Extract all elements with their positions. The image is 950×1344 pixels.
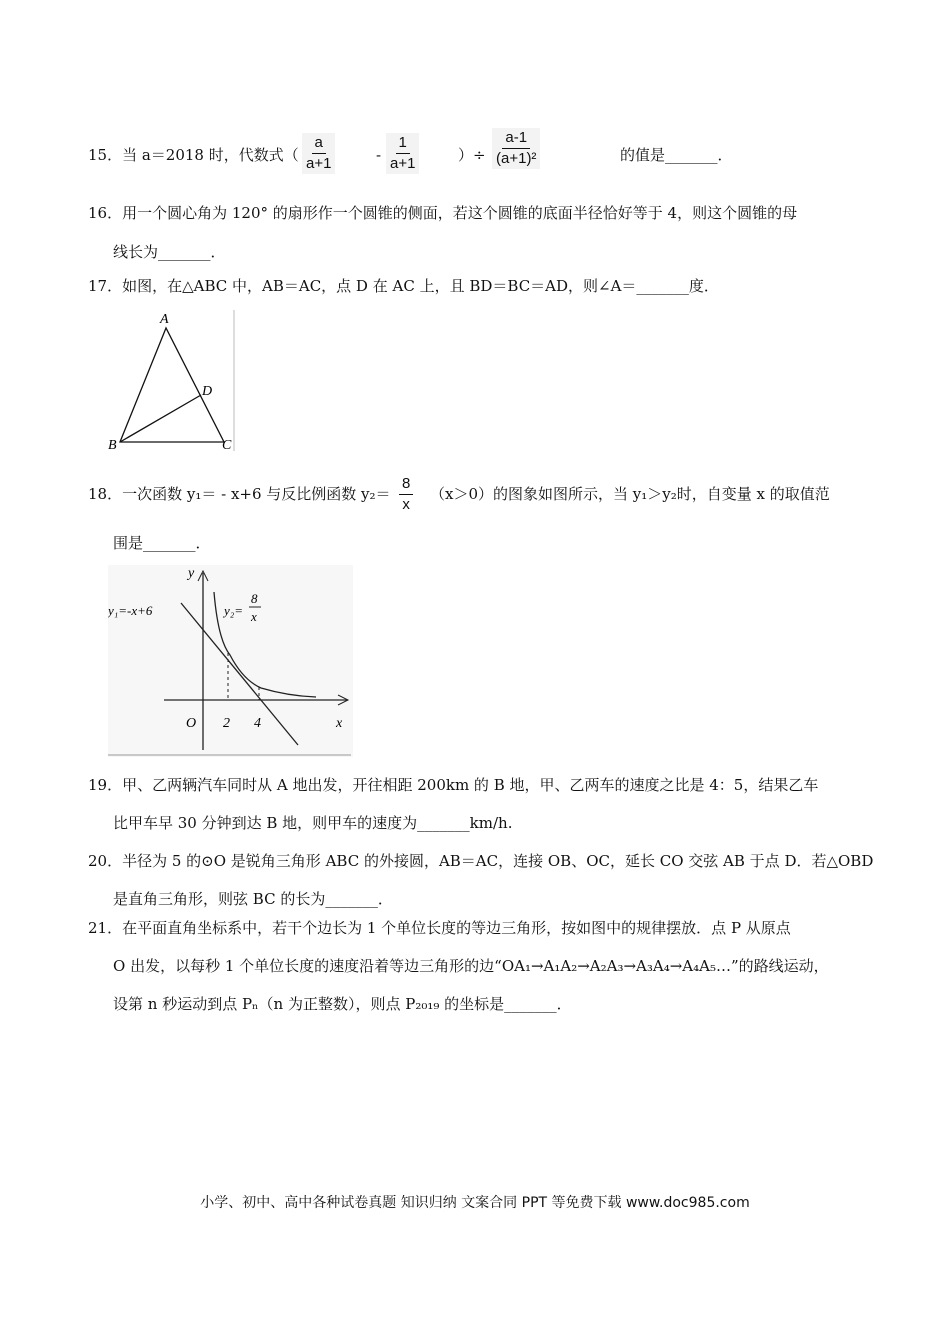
q21-line-1: 21．在平面直角坐标系中，若干个边长为 1 个单位长度的等边三角形，按如图中的规律摆放．点 P 从原点 xyxy=(88,919,791,937)
q17-line-1: 17．如图，在△ABC 中，AB＝AC，点 D 在 AC 上，且 BD＝BC＝AD，则∠A＝_______度． xyxy=(88,277,719,295)
tick-label-2: 2 xyxy=(223,716,230,731)
q18-fraction xyxy=(395,474,417,515)
q16-line-2: 线长为_______． xyxy=(113,243,226,261)
label-y2: y₂= xyxy=(224,603,244,618)
y-axis-label: y xyxy=(188,566,195,581)
footer-text: 小学、初中、高中各种试卷真题 知识归纳 文案合同 PPT 等免费下载 www.doc985.com xyxy=(200,1195,750,1211)
q18-suffix: （x＞0）的图象如图所示，当 y₁＞y₂时，自变量 x 的取值范 xyxy=(430,485,830,503)
q15-fraction-3 xyxy=(492,128,540,169)
graph-background xyxy=(108,565,353,757)
numerator: a-1 xyxy=(502,128,530,149)
q16-line-1: 16．用一个圆心角为 120° 的扇形作一个圆锥的侧面，若这个圆锥的底面半径恰好等于 4，则这个圆锥的母 xyxy=(88,204,798,222)
q21-line-2: O 出发，以每秒 1 个单位长度的速度沿着等边三角形的边“OA₁→A₁A₂→A₂A₃→A₃A₄→A₄A₅…”的路线运动， xyxy=(113,957,829,975)
origin-label: O xyxy=(186,716,197,731)
numerator: a xyxy=(312,133,326,154)
label-y2-denominator: x xyxy=(251,609,257,624)
label-y2-numerator: 8 xyxy=(251,591,258,606)
q18-prefix: 18．一次函数 y₁＝ - x+6 与反比例函数 y₂＝ xyxy=(88,485,391,503)
label-d: D xyxy=(202,384,213,399)
numerator: 8 xyxy=(399,474,413,495)
q15-fraction-1 xyxy=(302,133,335,174)
denominator: a+1 xyxy=(306,155,332,172)
numerator: 1 xyxy=(396,133,410,154)
denominator: x xyxy=(402,496,410,513)
label-c: C xyxy=(222,438,232,453)
q19-line-1: 19．甲、乙两辆汽车同时从 A 地出发，开往相距 200km 的 B 地，甲、乙两车的速度之比是 4：5，结果乙车 xyxy=(88,776,819,794)
label-a: A xyxy=(160,312,169,327)
triangle-figure xyxy=(108,308,238,453)
segment-bd xyxy=(120,395,201,442)
q15-fraction-2 xyxy=(386,133,419,174)
q15-prefix: 15．当 a＝2018 时，代数式（ xyxy=(88,146,299,164)
q20-line-2: 是直角三角形，则弦 BC 的长为_______． xyxy=(113,890,393,908)
q15-divide: ）÷ xyxy=(458,146,486,164)
q15-minus: - xyxy=(376,146,382,164)
denominator: a+1 xyxy=(390,155,416,172)
denominator: (a+1)² xyxy=(496,150,537,167)
label-b: B xyxy=(108,438,117,453)
q20-line-1: 20．半径为 5 的⊙O 是锐角三角形 ABC 的外接圆，AB＝AC，连接 OB、OC，延长 CO 交弦 AB 于点 D．若△OBD xyxy=(88,852,874,870)
q19-line-2: 比甲车早 30 分钟到达 B 地，则甲车的速度为_______km/h. xyxy=(113,814,513,832)
label-y1: y₁=-x+6 xyxy=(108,603,153,618)
x-axis-label: x xyxy=(336,716,343,731)
q21-line-3: 设第 n 秒运动到点 Pₙ（n 为正整数），则点 P₂₀₁₉ 的坐标是_______． xyxy=(113,995,572,1013)
tick-label-4: 4 xyxy=(254,716,261,731)
function-graph-figure xyxy=(108,565,353,757)
q18-line-2: 围是_______． xyxy=(113,534,211,552)
q15-suffix: 的值是_______． xyxy=(620,146,733,164)
